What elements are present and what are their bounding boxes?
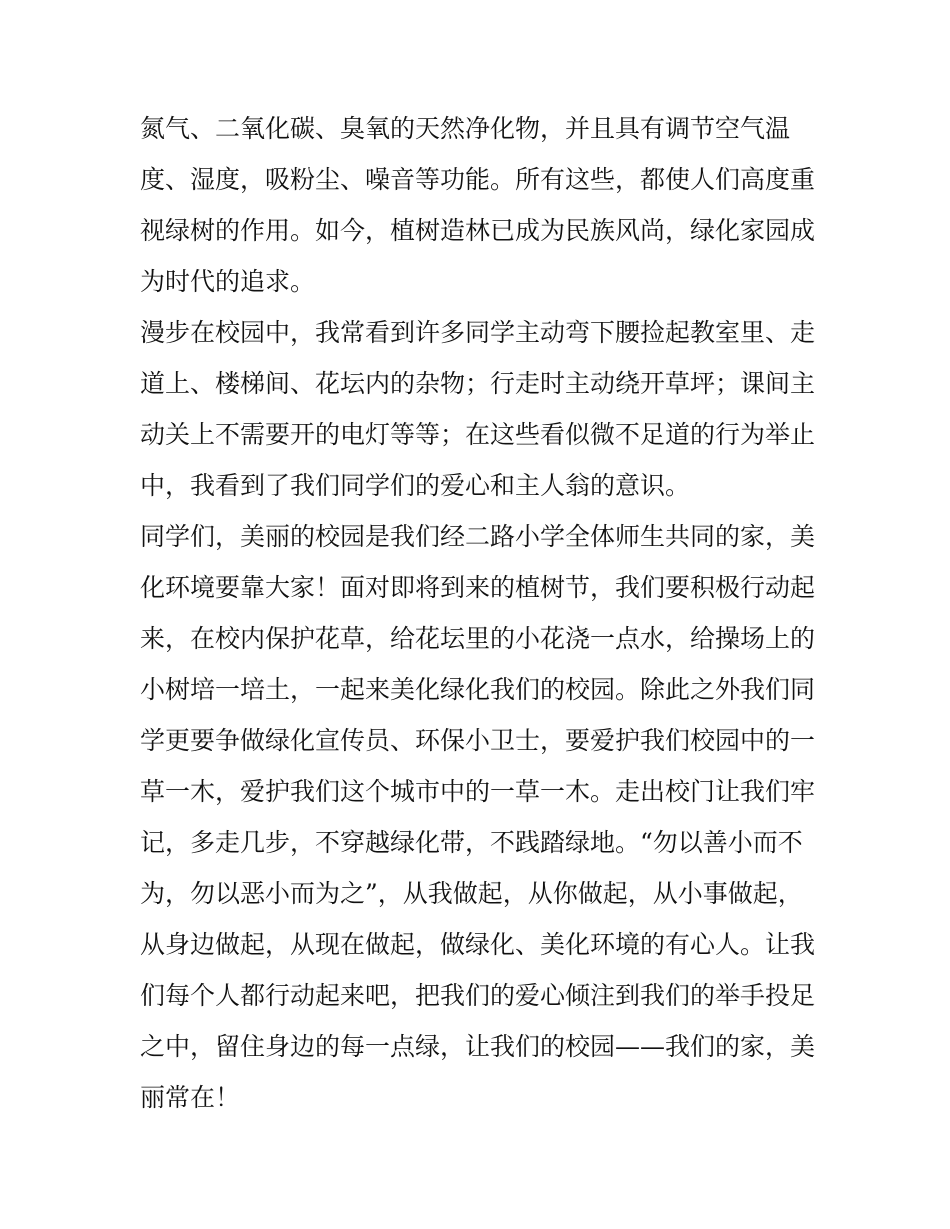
text-line: 学更要争做绿化宣传员、环保小卫士，要爱护我们校园中的一 <box>140 726 815 755</box>
text-line: 氮气、二氧化碳、臭氧的天然净化物，并且具有调节空气温 <box>140 114 791 143</box>
text-line: 小树培一培土，一起来美化绿化我们的校园。除此之外我们同 <box>140 675 815 704</box>
text-line: 从身边做起，从现在做起，做绿化、美化环境的有心人。让我 <box>140 930 815 959</box>
text-line: 同学们，美丽的校园是我们经二路小学全体师生共同的家，美 <box>140 522 815 551</box>
text-line: 道上、楼梯间、花坛内的杂物；行走时主动绕开草坪；课间主 <box>140 369 815 398</box>
text-line: 们每个人都行动起来吧，把我们的爱心倾注到我们的举手投足 <box>140 981 815 1010</box>
text-line: 为时代的追求。 <box>140 267 316 296</box>
text-line: 化环境要靠大家！面对即将到来的植树节，我们要积极行动起 <box>140 573 815 602</box>
text-line: 动关上不需要开的电灯等等；在这些看似微不足道的行为举止 <box>140 420 815 449</box>
text-line: 草一木，爱护我们这个城市中的一草一木。走出校门让我们牢 <box>140 777 815 806</box>
text-line: 中，我看到了我们同学们的爱心和主人翁的意识。 <box>140 471 691 500</box>
body-text <box>140 103 815 1123</box>
text-line: 为，勿以恶小而为之”，从我做起，从你做起，从小事做起， <box>140 879 803 908</box>
text-line: 视绿树的作用。如今，植树造林已成为民族风尚，绿化家园成 <box>140 216 815 245</box>
text-line: 度、湿度，吸粉尘、噪音等功能。所有这些，都使人们高度重 <box>140 165 815 194</box>
text-line: 漫步在校园中，我常看到许多同学主动弯下腰捡起教室里、走 <box>140 318 815 347</box>
text-line: 之中，留住身边的每一点绿，让我们的校园——我们的家，美 <box>140 1032 815 1061</box>
text-line: 来，在校内保护花草，给花坛里的小花浇一点水，给操场上的 <box>140 624 815 653</box>
text-line: 丽常在！ <box>140 1083 241 1112</box>
text-line: 记，多走几步，不穿越绿化带，不践踏绿地。“勿以善小而不 <box>140 828 803 857</box>
